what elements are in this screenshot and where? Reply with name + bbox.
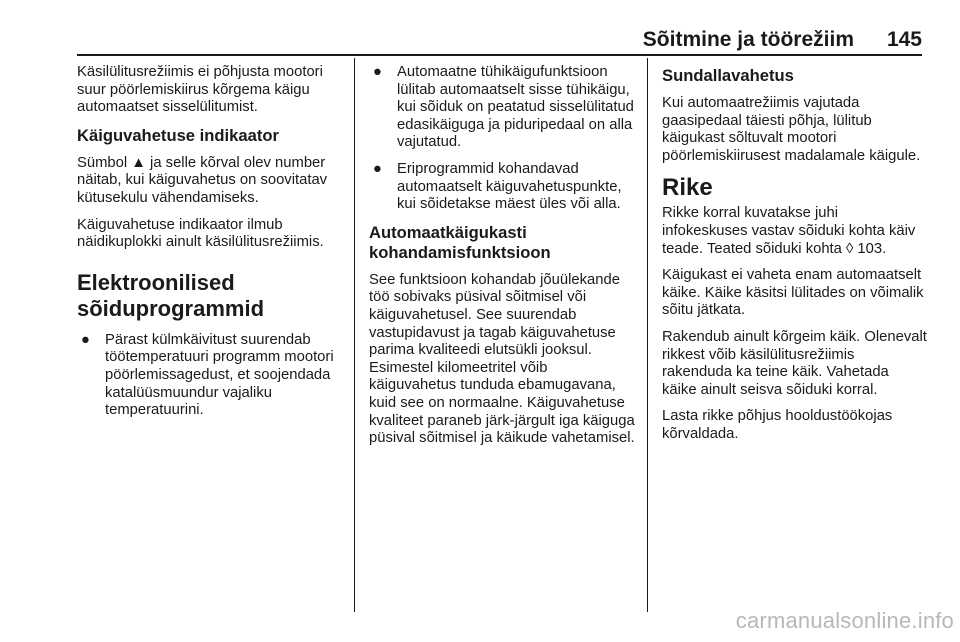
column-divider-1 (354, 58, 355, 612)
page-header (77, 28, 922, 56)
paragraph-fault-3: Rakendub ainult kõrgeim käik. Olenevalt rikkest võib käsilülitusrežiimis rakenduda ka teine käik. Vahetada käike ainult seisva sõiduki korral. (662, 328, 927, 398)
page-number: 145 (886, 28, 922, 51)
bullet-icon: ● (373, 160, 382, 177)
list-item-text: Automaatne tühikäigufunktsioon lülitab automaatselt sisse tühikäigu, kui sõiduk on peatatud sisselülitatud edasikäiguga ja piduripedaal on alla vajutatud. (397, 64, 634, 151)
intro-paragraph: Käsilülitusrežiimis ei põhjusta mootori suur pöörlemiskiirus kõrgema käigu automaatset sisselülitumist. (77, 64, 323, 116)
heading-electronic-programs: Elektroonilised sõiduprogrammid (77, 269, 265, 321)
list-item-text: Eriprogrammid kohandavad automaatselt käiguvahetuspunkte, kui sõidetakse mäest üles või alla. (397, 160, 622, 213)
bullet-list-programs-continued (369, 64, 637, 214)
paragraph-fault-1: Rikke korral kuvatakse juhi infokeskuses vastav sõiduki kohta käiv teade. Teated sõiduki kohta ◊ 103. (662, 205, 916, 257)
paragraph-fault-2: Käigukast ei vaheta enam automaatselt käike. Käike käsitsi lülitades on võimalik sõitu jätkata. (662, 267, 924, 319)
paragraph-indicator-1: Sümbol ▲ ja selle kõrval olev number näitab, kui käiguvahetus on soovitatav kütusekulu vähendamiseks. (77, 154, 328, 206)
bullet-icon: ● (373, 64, 382, 80)
list-item-text: Pärast külmkäivitust suurendab töötemperatuuri programm mootori pöörlemissagedust, et soojendada katalüüsmuundur vajaliku temperatuurini. (105, 331, 334, 419)
heading-adaptation: Automaatkäigukasti kohandamisfunktsioon (369, 222, 551, 262)
list-item (369, 161, 637, 214)
watermark: carmanualsonline.info (735, 608, 954, 633)
column-2 (369, 64, 637, 457)
list-item (369, 64, 637, 152)
paragraph-adaptation: See funktsioon kohandab jõuülekande töö sobivaks püsival sõitmisel või käiguvahetusel. See suurendab vastupidavust ja tagab käiguvahetuse parima kvaliteedi elutsükli jooksul. Esimestel kilomeetritel võib käiguvahetus tunduda ebamugavana, kuid see on normaalne. Käiguvahetuse kvaliteet paraneb järk-järgult iga käiguga püsival sõitmisel ja käikude vahetamisel. (369, 271, 635, 447)
column-divider-2 (647, 58, 648, 612)
bullet-list-programs (77, 332, 347, 420)
column-3 (662, 64, 927, 453)
column-1 (77, 64, 347, 429)
heading-gear-indicator: Käiguvahetuse indikaator (77, 125, 279, 145)
section-title: Sõitmine ja töörežiim (642, 28, 854, 51)
heading-kickdown: Sundallavahetus (662, 66, 794, 85)
list-item (77, 332, 347, 420)
paragraph-kickdown: Kui automaatrežiimis vajutada gaasipedaal täiesti põhja, lülitub käigukast sõltuvalt mootori pöörlemiskiirusest madalamale käigule. (662, 95, 921, 164)
heading-fault: Rike (662, 174, 713, 202)
paragraph-fault-4: Lasta rikke põhjus hooldustöökojas kõrvaldada. (662, 408, 893, 442)
bullet-icon: ● (81, 331, 90, 348)
paragraph-indicator-2: Käiguvahetuse indikaator ilmub näidikuplokki ainult käsilülitusrežiimis. (77, 216, 324, 251)
